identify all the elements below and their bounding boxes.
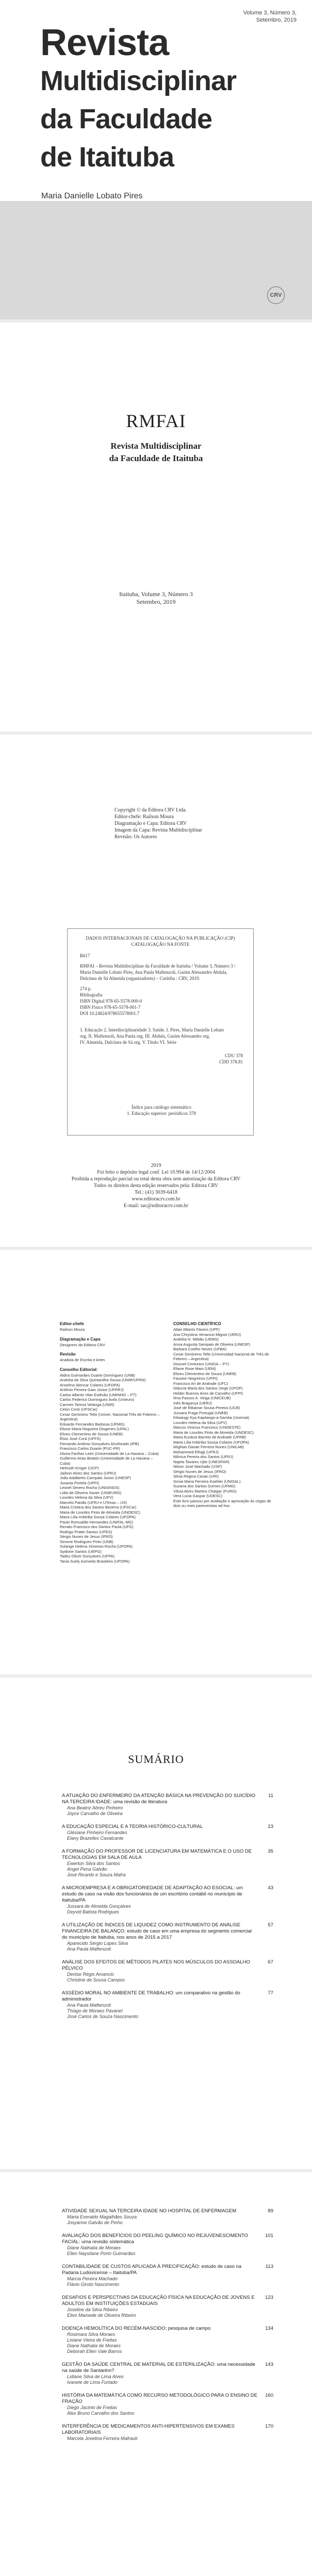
toc-entry-page: 113 <box>265 2264 273 2269</box>
board-member: Anna Augusta Sampaio de Oliveira (UNESP) <box>173 1342 251 1347</box>
board-member: Maria Cristina dos Santos Bezerra (UFSCar) <box>60 1505 137 1510</box>
toc-entry-author: Rosimara Silva Moraes <box>67 2332 116 2337</box>
cover-title-line: Revista <box>40 22 169 63</box>
board-member: Inês Bragança (UERJ) <box>173 1400 212 1405</box>
board-member: Nilson José Machado (USP) <box>173 1464 222 1469</box>
board-member: Jailson Alves dos Santos (UFRJ) <box>60 1470 117 1476</box>
credit-line: Revisão: Os Autores <box>114 834 157 840</box>
board-member: Leonel Severo Rocha (UNISINOS) <box>60 1485 120 1490</box>
board-member: Fernando Antônio Gonçalves Alcoforado (IPB) <box>60 1441 139 1446</box>
catalog-header <box>68 935 253 947</box>
toc-entry-author: Ana Beatriz Abreu Pinheiro <box>67 1805 123 1810</box>
toc-entry[interactable] <box>62 1990 273 2020</box>
toc-entry-author: Diane Nathalia de Moraes <box>67 2343 121 2348</box>
credit-line: Diagramação e Capa: Editora CRV <box>114 821 187 826</box>
catalog-line: DOI 10.24824/978655578001.7 <box>80 1011 140 1016</box>
toc-entry-author: Marcia Pereira Machado <box>67 2276 118 2281</box>
toc-entry[interactable] <box>62 2424 273 2442</box>
toc-entry[interactable] <box>62 1959 273 1983</box>
cover-title-line: da Faculdade <box>40 104 212 134</box>
board-member: Eduardo Fernandes Barbosa (UFMG) <box>60 1421 125 1427</box>
legal-line: E-mail: sac@editoracrv.com.br <box>124 1203 188 1209</box>
legal-line: Tel.: (41) 3039-6418 <box>135 1190 177 1195</box>
board-member: Vera Lucia Gaspar (UDESC) <box>173 1494 223 1498</box>
title-page <box>0 323 312 732</box>
credit-line: Copyright © da Editora CRV Ltda. <box>114 807 187 813</box>
catalog-line: CDU 378 <box>225 1053 243 1058</box>
board-member: Francisco Ari de Andrade (UFC) <box>173 1381 228 1386</box>
toc-entry-title: INTERFERÊNCIA DE MEDICAMENTOS ANTI-HIPERTENSIVOS EM EXAMES LABORATORIAIS <box>62 2424 235 2435</box>
toc-entry[interactable] <box>62 2208 273 2226</box>
toc-entry-author: Joseline da Silva Ribeiro <box>67 2307 118 2312</box>
journal-acronym: RMFAI <box>126 411 186 431</box>
legal-line: Foi feito o depósito legal conf. Lei 10.994 de 14/12/2004 <box>97 1170 215 1175</box>
toc-entry-title: HISTÓRIA DA MATEMÁTICA COMO RECURSO METODOLÓGICO PARA O ENSINO DE FRAÇÃO <box>62 2393 257 2404</box>
board-member: Andréia da Silva Quintanilha Sousa (UNIR/UFRN) <box>60 1378 146 1382</box>
toc-entry-page: 89 <box>268 2208 273 2214</box>
toc-entry[interactable] <box>62 1793 273 1817</box>
board-member: Este livro passou por avaliação e aprovação às cegas de dois ou mais pareceristas ad hoc. <box>173 1498 271 1508</box>
board-member: Rodrigo Pratte-Santos (UFES) <box>60 1529 112 1534</box>
board-member: Marcelo Paixão (UFRJ e UTexas – US) <box>60 1500 127 1505</box>
board-section-heading: Conselho Editorial: <box>60 1367 98 1372</box>
toc-entry-author: Diane Nathalia de Moraes <box>67 2245 121 2250</box>
toc-entry-page: 123 <box>265 2295 273 2300</box>
credits-block <box>114 807 269 840</box>
legal-line: 2019 <box>151 1163 161 1168</box>
cover-title-line: de Itaituba <box>40 142 174 173</box>
cover-title <box>40 22 237 176</box>
board-member: Maria Lília Imbiriba Sousa Colares (UFOPA) <box>173 1439 249 1445</box>
toc-entry-title: ATIVIDADE SEXUAL NA TERCEIRA IDADE NO HOSPITAL DE ENFERMAGEM <box>62 2208 237 2214</box>
summary-title: SUMÁRIO <box>128 1753 184 1766</box>
toc-entry[interactable] <box>62 2362 273 2385</box>
catalog-line: org. II. Maftenzoli, Ana Paula org. III. Abdala, Gazim Alessandro org. <box>80 1033 210 1039</box>
toc-entry[interactable] <box>62 2393 273 2416</box>
catalog-line: ISBN Físico 978-65-5578-001-7 <box>80 1005 141 1010</box>
board-member: Mohammed Elhajji (UFRJ) <box>173 1449 219 1454</box>
board-member: Kilwangy Kya Kapitango-a-Samba (Unemat) <box>173 1415 250 1420</box>
catalog-line: Índice para catálogo sistemático <box>132 1105 191 1110</box>
toc-entry-author: Ivanete de Lima Furtado <box>67 2380 118 2385</box>
toc-entry-title: GESTÃO DA SAÚDE CENTRAL DE MATERIAL DE ESTERILIZAÇÃO: uma necessidade na saúde de Santarém? <box>62 2362 256 2374</box>
toc-entry-page: 134 <box>265 2326 273 2331</box>
toc-entry-author: Angel Pena Galvão <box>67 1867 107 1872</box>
board-member: Barbara Coelho Neves (UFBA) <box>173 1347 226 1351</box>
toc-entry-page: 35 <box>268 1849 273 1854</box>
board-member: Tadeu Oliver Gonçalves (UFPA) <box>60 1554 115 1558</box>
board-member: Celso Conti (UFSCar) <box>60 1407 97 1412</box>
board-member: Aldira Guimarães Duarte Domínguez (UNB) <box>60 1372 135 1378</box>
board-member: Francisco Carlos Duarte (PUC-PR) <box>60 1446 120 1451</box>
board-member: Diosnel Centurion (UNIDA – PY) <box>173 1361 229 1366</box>
toc-entry-page: 43 <box>268 1885 273 1891</box>
toc-entry-author: Ana Paula Maftenzoli <box>67 1946 111 1952</box>
board-member: Maria de Lourdes Pinto de Almeida (UNOESC) <box>173 1430 254 1435</box>
board-member: Sonia Maria Ferreira Koehler (UNISAL) <box>173 1479 241 1484</box>
toc-entry-author: Aparecido Sérgio Lopes Silva <box>67 1941 128 1946</box>
board-member: Analista de Escrita e Artes <box>60 1358 105 1362</box>
toc-entry-author: Jussara de Almeida Gonçalves <box>67 1904 131 1909</box>
toc-entry-title: ANÁLISE DOS EFEITOS DE MÉTODOS PILATES NOS MÚSCULOS DO ASSOALHO PÉLVICO <box>62 1959 250 1971</box>
board-member: Élsio José Corá (UFFS) <box>60 1436 101 1441</box>
credit-line: Imagem da Capa: Revista Multidisciplinar <box>114 827 202 833</box>
board-member: Cesar Gerónimo Tello (Universidad Nacional de Três de Febrero – Argentina) <box>173 1351 269 1361</box>
catalog-line: Bibliografia <box>80 992 103 997</box>
board-member: Gloria Fariñas León (Universidade de La Havana – Cuba) <box>60 1451 159 1456</box>
board-member: Ana Chrystina Venancio Mignot (UERJ) <box>173 1332 241 1337</box>
board-left-column <box>60 1317 163 1564</box>
toc-entry-author: Christine de Sousa Campos <box>67 1977 125 1982</box>
board-section-heading: CONSELHO CIENTÍFICO <box>173 1321 221 1326</box>
journal-name-line: da Faculdade de Itaituba <box>109 453 203 463</box>
catalog-line: Dulcinea de Sá Almeida (organizadores) – Curitiba : CRV, 2019. <box>80 976 200 981</box>
board-member: Cesar Gerónimo Tello (Univer. Nacional Três de Febrero – Argentina) <box>60 1412 160 1421</box>
toc-entry-author: Alex Bruno Carvalho dos Santos <box>67 2411 135 2416</box>
board-member: Solange Helena Ximenes-Rocha (UFOPA) <box>60 1544 133 1549</box>
toc-entry-author: Ana Paula Maftenzoli <box>67 2003 111 2008</box>
catalog-header-line: DADOS INTERNACIONAIS DE CATALOGAÇÃO NA PUBLICAÇÃO (CIP) <box>86 936 235 941</box>
cover-volume-line: Setembro, 2019 <box>256 17 297 23</box>
catalog-line: IV. Almeida, Dulcinea de Sá org. V. Título VI. Série <box>80 1040 176 1045</box>
board-member: Railson Moura <box>60 1327 85 1332</box>
toc-entry-author: Diego Jacinto de Freitas <box>67 2405 118 2410</box>
board-member: Josania Portela (UFPI) <box>60 1480 99 1485</box>
toc-entry-author: Josyanne Galvão de Pinho <box>67 2220 123 2225</box>
board-section-heading: Revisão <box>60 1352 76 1357</box>
board-member: Maria Lília Imbiriba Sousa Colares (UFOPA) <box>60 1515 136 1519</box>
issue-info-line: Setembro, 2019 <box>136 598 176 605</box>
toc-entry[interactable] <box>62 2295 273 2318</box>
toc-entry-page: 160 <box>265 2393 273 2398</box>
catalog-line: R617 <box>80 953 90 958</box>
board-member: Marcos Vinicius Francisco (UNOESTE) <box>173 1425 241 1430</box>
cover-title-line: Multidisciplinar <box>40 65 237 96</box>
board-member: Jussara Fraga Portugal (UNEB) <box>173 1410 228 1415</box>
toc-entry-author: Ewerton Silva dos Santos <box>67 1861 120 1866</box>
toc-entry-title: A ATUAÇÃO DO ENFERMEIRO DA ATENÇÃO BÁSICA NA PREVENÇÃO DO SUICÍDIO NA TERCEIRA IDADE: uma revisão de literatura <box>62 1793 255 1805</box>
toc-entry-author: Marcela Jovelina Ferreira Mafrauti <box>67 2436 138 2441</box>
catalog-line: ISBN Digital 978-65-5578-000-0 <box>80 998 142 1004</box>
board-member: Sérgio Nunes de Jesus (IFRO) <box>173 1469 226 1474</box>
catalog-line: 1. Educação 2. Interdisciplinaridade 3. Saúde. I. Pires, Maria Danielle Lobato <box>80 1027 224 1032</box>
toc-entry-author: Elivo Mamede de Oliveira Ribeiro <box>67 2313 136 2318</box>
board-member: José de Ribamar Sousa Pereira (UCB) <box>173 1405 240 1410</box>
board-member: Designers da Editora CRV <box>60 1342 105 1347</box>
toc-entry-title: DOENÇA HEMOLÍTICA DO RECÉM-NASCIDO: pesquisa de campo <box>62 2326 211 2331</box>
board-member: Silvia Regina Canan (URI) <box>173 1474 219 1479</box>
board-member: Helmuth Krüger (UCP) <box>60 1466 99 1470</box>
board-member: Andréia N. Militão (UEMS) <box>173 1337 219 1342</box>
board-member: Míghian Danae Ferreira Nunes (UNILAB) <box>173 1445 244 1449</box>
board-member: Guillermo Arias Beatón (Universidade de La Havana – Cuba) <box>60 1456 153 1466</box>
toc-entry-author: Joyce Carvalho de Oliveira <box>67 1811 123 1816</box>
toc-entry-page: 170 <box>265 2424 273 2429</box>
toc-entry-page: 23 <box>268 1824 273 1829</box>
board-member: Elione Maria Nogueira Diogenes (UFAL) <box>60 1427 129 1431</box>
board-member: Maria Eurácia Barreto de Andrade (UFRB) <box>173 1435 246 1439</box>
board-member: Tania Suely Azevedo Brasileiro (UFOPA) <box>60 1558 130 1564</box>
toc-entry-author: Ellen Naysilane Porto Guimarães <box>67 2251 136 2256</box>
issue-info <box>0 590 312 606</box>
toc-entry[interactable] <box>62 1849 273 1878</box>
editorial-board-page <box>0 1250 312 1674</box>
board-member: Lourdes Helena da Silva (UFV) <box>173 1420 227 1425</box>
board-member: Anselmo Alencar Colares (UFOPA) <box>60 1382 120 1387</box>
board-member: Sydione Santos (UEPG) <box>60 1549 102 1554</box>
toc-entry[interactable] <box>62 1885 273 1915</box>
board-member: Gláucia Maria dos Santos Jorge (UFOP) <box>173 1386 243 1391</box>
toc-entry-author: Glésiane Pinheiro Fernandes <box>67 1830 127 1835</box>
board-member: Paulo Romualdo Hernandes (UNIFAL-MG) <box>60 1519 134 1524</box>
catalog-line: CDD 378.81 <box>219 1059 243 1064</box>
toc-entry-page: 67 <box>268 1959 273 1965</box>
board-member: Lídia de Oliveira Xavier (UNIEURO) <box>60 1490 122 1495</box>
board-member: Suzana dos Santos Gomes (UFMG) <box>173 1484 236 1488</box>
journal-name-line: Revista Multidisciplinar <box>110 441 202 451</box>
board-member: Vânia Alves Martins Chaigar (FURG) <box>173 1488 237 1494</box>
summary-page-2 <box>0 2172 312 2576</box>
board-member: Altair Alberto Fávero (UPF) <box>173 1327 220 1332</box>
catalog-line: 274 p. <box>80 986 92 991</box>
board-member: Elizeu Clementino de Souza (UNEB) <box>173 1371 237 1376</box>
toc-entry[interactable] <box>62 2264 273 2287</box>
toc-entry[interactable] <box>62 1922 273 1952</box>
board-member: Helder Buenos Aires de Carvalho (UFPI) <box>173 1391 243 1396</box>
cover-volume-info <box>204 9 297 24</box>
toc-entry-author: Lidiane Silva de Lima Alves <box>67 2374 124 2379</box>
catalog-line: Maria Danielle Lobato Pires, Ana Paula Maftenzoli, Gazim Alessandro Abdala, <box>80 970 227 975</box>
toc-entry-title: A UTILIZAÇÃO DE ÍNDICES DE LIQUIDEZ COMO INSTRUMENTO DE ANÁLISE FINANCEIRA DE BALANÇO: estudo de caso em uma empresa do segmento comercial do município de Itaituba, nos anos de 2015 a 2017 <box>62 1922 252 1940</box>
toc-entry-page: 143 <box>265 2362 273 2367</box>
catalog-card <box>67 928 254 1136</box>
toc-entry[interactable] <box>62 2326 273 2354</box>
toc-entry-page: 77 <box>268 1990 273 1996</box>
toc-list <box>62 1793 273 2027</box>
toc-entry-title: A FORMAÇÃO DO PROFESSOR DE LICENCIATURA EM MATEMÁTICA E O USO DE TECNOLOGIAS EM SALA DE AULA <box>62 1849 252 1860</box>
catalog-line: RMFAI – Revista Multidisciplinar da Faculdade de Itaituba / Volume 3, Número 3 / <box>80 963 236 969</box>
cover-footer-band <box>0 201 312 319</box>
legal-footer <box>0 1162 312 1209</box>
toc-entry-author: José Ricardo e Souza Mafra <box>67 1872 126 1877</box>
organizer-name: Maria Danielle Lobato Pires <box>41 192 143 200</box>
toc-entry-author: Flávio Giroto Nascimento <box>67 2282 120 2287</box>
toc-entry-page: 11 <box>268 1793 273 1799</box>
credits-page <box>0 735 312 1247</box>
board-member: Sérgio Nunes de Jesus (IFRO) <box>60 1534 113 1539</box>
board-member: Mônica Pereira dos Santos (UFRJ) <box>173 1454 234 1459</box>
toc-entry-page: 101 <box>265 2233 273 2239</box>
toc-entry-title: A EDUCAÇÃO ESPECIAL E A TEORIA HISTÓRICO-CULTURAL <box>62 1824 203 1829</box>
board-member: Renato Francisco dos Santos Paula (UFG) <box>60 1524 134 1529</box>
board-member: João Adalberto Campato Junior (UNESP) <box>60 1476 131 1480</box>
board-member: Elizeu Clementino de Souza (UNEB) <box>60 1431 123 1436</box>
legal-line: www.editoracrv.com.br <box>132 1196 180 1202</box>
legal-line: Proibida a reprodução parcial ou total desta obra sem autorização da Editora CRV <box>71 1176 241 1182</box>
board-section-heading: Diagramação e Capa <box>60 1336 101 1342</box>
toc-entry-author: Deyvid Batista Rodrigues <box>67 1909 120 1914</box>
toc-entry[interactable] <box>62 1824 273 1841</box>
toc-entry-title: DESAFIOS E PERSPECTIVAS DA EDUCAÇÃO FÍSICA NA EDUCAÇÃO DE JOVENS E ADULTOS EM INSTITUIÇÕES ESTADUAIS <box>62 2295 255 2307</box>
board-member: Carlos Federico Dominguez Avila (Unieuro) <box>60 1397 135 1402</box>
toc-entry-title: A MICROEMPRESA E A OBRIGATORIEDADE DE ADAPTAÇÃO AO ESOCIAL: um estudo de caso na visão dos funcionários de um escritório contábil no município de Itaituba/PA <box>62 1885 243 1903</box>
toc-entry[interactable] <box>62 2233 273 2257</box>
issue-info-line: Itaituba, Volume 3, Número 3 <box>119 590 193 598</box>
toc-list <box>62 2208 273 2449</box>
cover-page <box>0 0 312 319</box>
credit-line: Editor-chefe: Railson Moura <box>114 814 174 820</box>
board-member: Antônio Pereira Gaio Júnior (UFRRJ) <box>60 1387 124 1392</box>
toc-entry-title: CONTABILIDADE DE CUSTOS APLICADA À PRECIFICAÇÃO: estudo de caso na Padaria Ludovicense – Itaituba/PA <box>62 2264 242 2276</box>
cover-volume-line: Volume 3, Número 3, <box>243 10 297 16</box>
toc-entry-author: Lisiane Vieira de Freitas <box>67 2337 117 2343</box>
journal-name <box>0 440 312 465</box>
board-member: Najela Tavares Ujiie (UNESPAR) <box>173 1459 229 1464</box>
toc-entry-title: ASSÉDIO MORAL NO AMBIENTE DE TRABALHO: um comparativo na gestão do administrador <box>62 1990 240 2002</box>
board-member: Ilma Passos A. Veiga (UNICEUB) <box>173 1396 231 1400</box>
toc-entry-author: Denise Régis Amancio <box>67 1972 114 1977</box>
board-member: Carmen Tereza Velanga (UNIR) <box>60 1402 114 1407</box>
toc-entry-author: Elany Brazelles Cavalcante <box>67 1836 124 1841</box>
catalog-line: 1. Educação superior: periódicos 378 <box>127 1111 196 1116</box>
toc-entry-author: Deborah Ellen Vale Barros <box>67 2349 122 2354</box>
board-member: Simone Rodrigues Pinto (UNB) <box>60 1539 113 1544</box>
toc-entry-author: Maria Everaldo Magalhães Souza <box>67 2214 137 2219</box>
toc-entry-author: José Carlos de Souza Nascimento <box>67 2014 139 2019</box>
toc-entry-page: 57 <box>268 1922 273 1928</box>
board-member: Lourdes Helena da Silva (UFV) <box>60 1495 113 1500</box>
board-section-heading: Editor-chefe <box>60 1321 84 1326</box>
board-right-column <box>173 1317 276 1509</box>
summary-page-1 <box>0 1677 312 2169</box>
board-member: Carlos Alberto Vilar Estêvão (UMINHO – PT) <box>60 1392 137 1397</box>
board-member: Eliane Rose Maio (UEM) <box>173 1366 216 1371</box>
legal-line: Todos os direitos desta edição reservados pela: Editora CRV <box>93 1183 219 1189</box>
crv-logo: CRV <box>267 286 285 304</box>
board-member: Maria de Lourdes Pinto de Almeida (UNOESC) <box>60 1510 140 1515</box>
toc-entry-author: Thiago de Moraes Pavanel <box>67 2008 123 2013</box>
board-member: Fauston Negreiros (UFPI) <box>173 1376 218 1381</box>
catalog-header-line: CATALOGAÇÃO NA FONTE <box>131 942 190 947</box>
toc-entry-title: AVALIAÇÃO DOS BENEFÍCIOS DO PEELING QUÍMICO NO REJUVENESCIMENTO FACIAL: uma revisão sistemática <box>62 2233 249 2245</box>
